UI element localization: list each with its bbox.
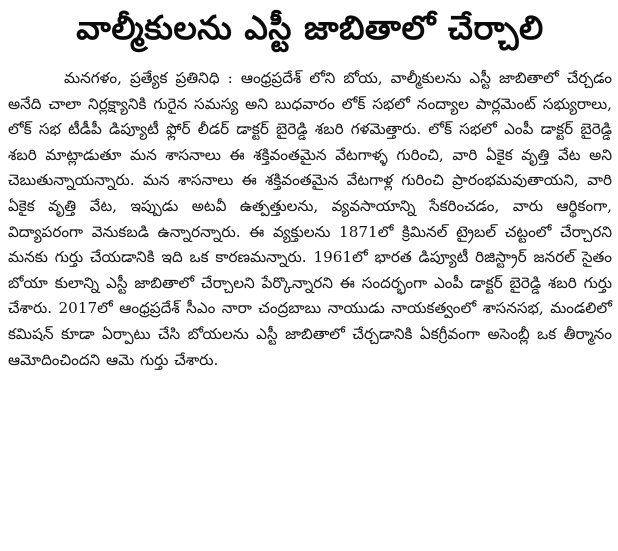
- article-headline: వాల్మీకులను ఎస్టీ జాబితాలో చేర్చాలి: [76, 8, 544, 47]
- article-body: మనగళం, ప్రత్యేక ప్రతినిధి : ఆంధ్రప్రదేశ్ లోని బోయ, వాల్మీకులను ఎస్టీ జాబితాలో చేర్చడం అనేది చాలా నిర్లక్ష్యానికి గురైన సమస్య అని బుధవారం లోక్ సభలో నంద్యాల పార్లమెంట్ సభ్యురాలు, లోక్ సభ టీడీపీ డిప్యూటీ ఫ్లోర్ లీడర్ డాక్టర్ బైరెడ్డి శబరి గళమెత్తారు. లోక్ సభలో ఎంపీ డాక్టర్ బైరెడ్డి శబరి మాట్లాడుతూ మన శాసనాలు ఈ శక్తివంతమైన వేటగాళ్ళ గురించి, వారి ఏకైక వృత్తి వేట అని చెబుతున్నాయన్నారు. మన శాసనాలు ఈ శక్తివంతమైన వేటగాళ్ల గురించి ప్రారంభమవుతాయని, వారి ఏకైక వృత్తి వేట, ఇప్పుడు అటవీ ఉత్పత్తులను, వ్యవసాయాన్ని సేకరించడం, వారు ఆర్థికంగా, విద్యాపరంగా వెనుకబడి ఉన్నారన్నారు. ఈ వ్యక్తులను 1871లో క్రిమినల్ ట్రైబల్ చట్టంలో చేర్చారని మనకు గుర్తు చేయడానికి ఇది ఒక కారణమన్నారు. 1961లో భారత డిప్యూటీ రిజిస్ట్రార్ జనరల్ సైతం బోయా కులాన్ని ఎస్టీ జాబితాలో చేర్చాలని పేర్కొన్నారని ఈ సందర్భంగా ఎంపీ డాక్టర్ బైరెడ్డి శబరి గుర్తు చేశారు. 2017లో ఆంధ్రప్రదేశ్ సీఎం నారా చంద్రబాబు నాయుడు నాయకత్వంలో శాసనసభ, మండలిలో కమిషన్ కూడా ఏర్పాటు చేసి బోయలను ఎస్టీ జాబితాలో చేర్చడానికి ఏకగ్రీవంగా అసెంబ్లీ ఒక తీర్మానం ఆమోదించిందని ఆమె గుర్తు చేశారు.: [8, 69, 612, 369]
